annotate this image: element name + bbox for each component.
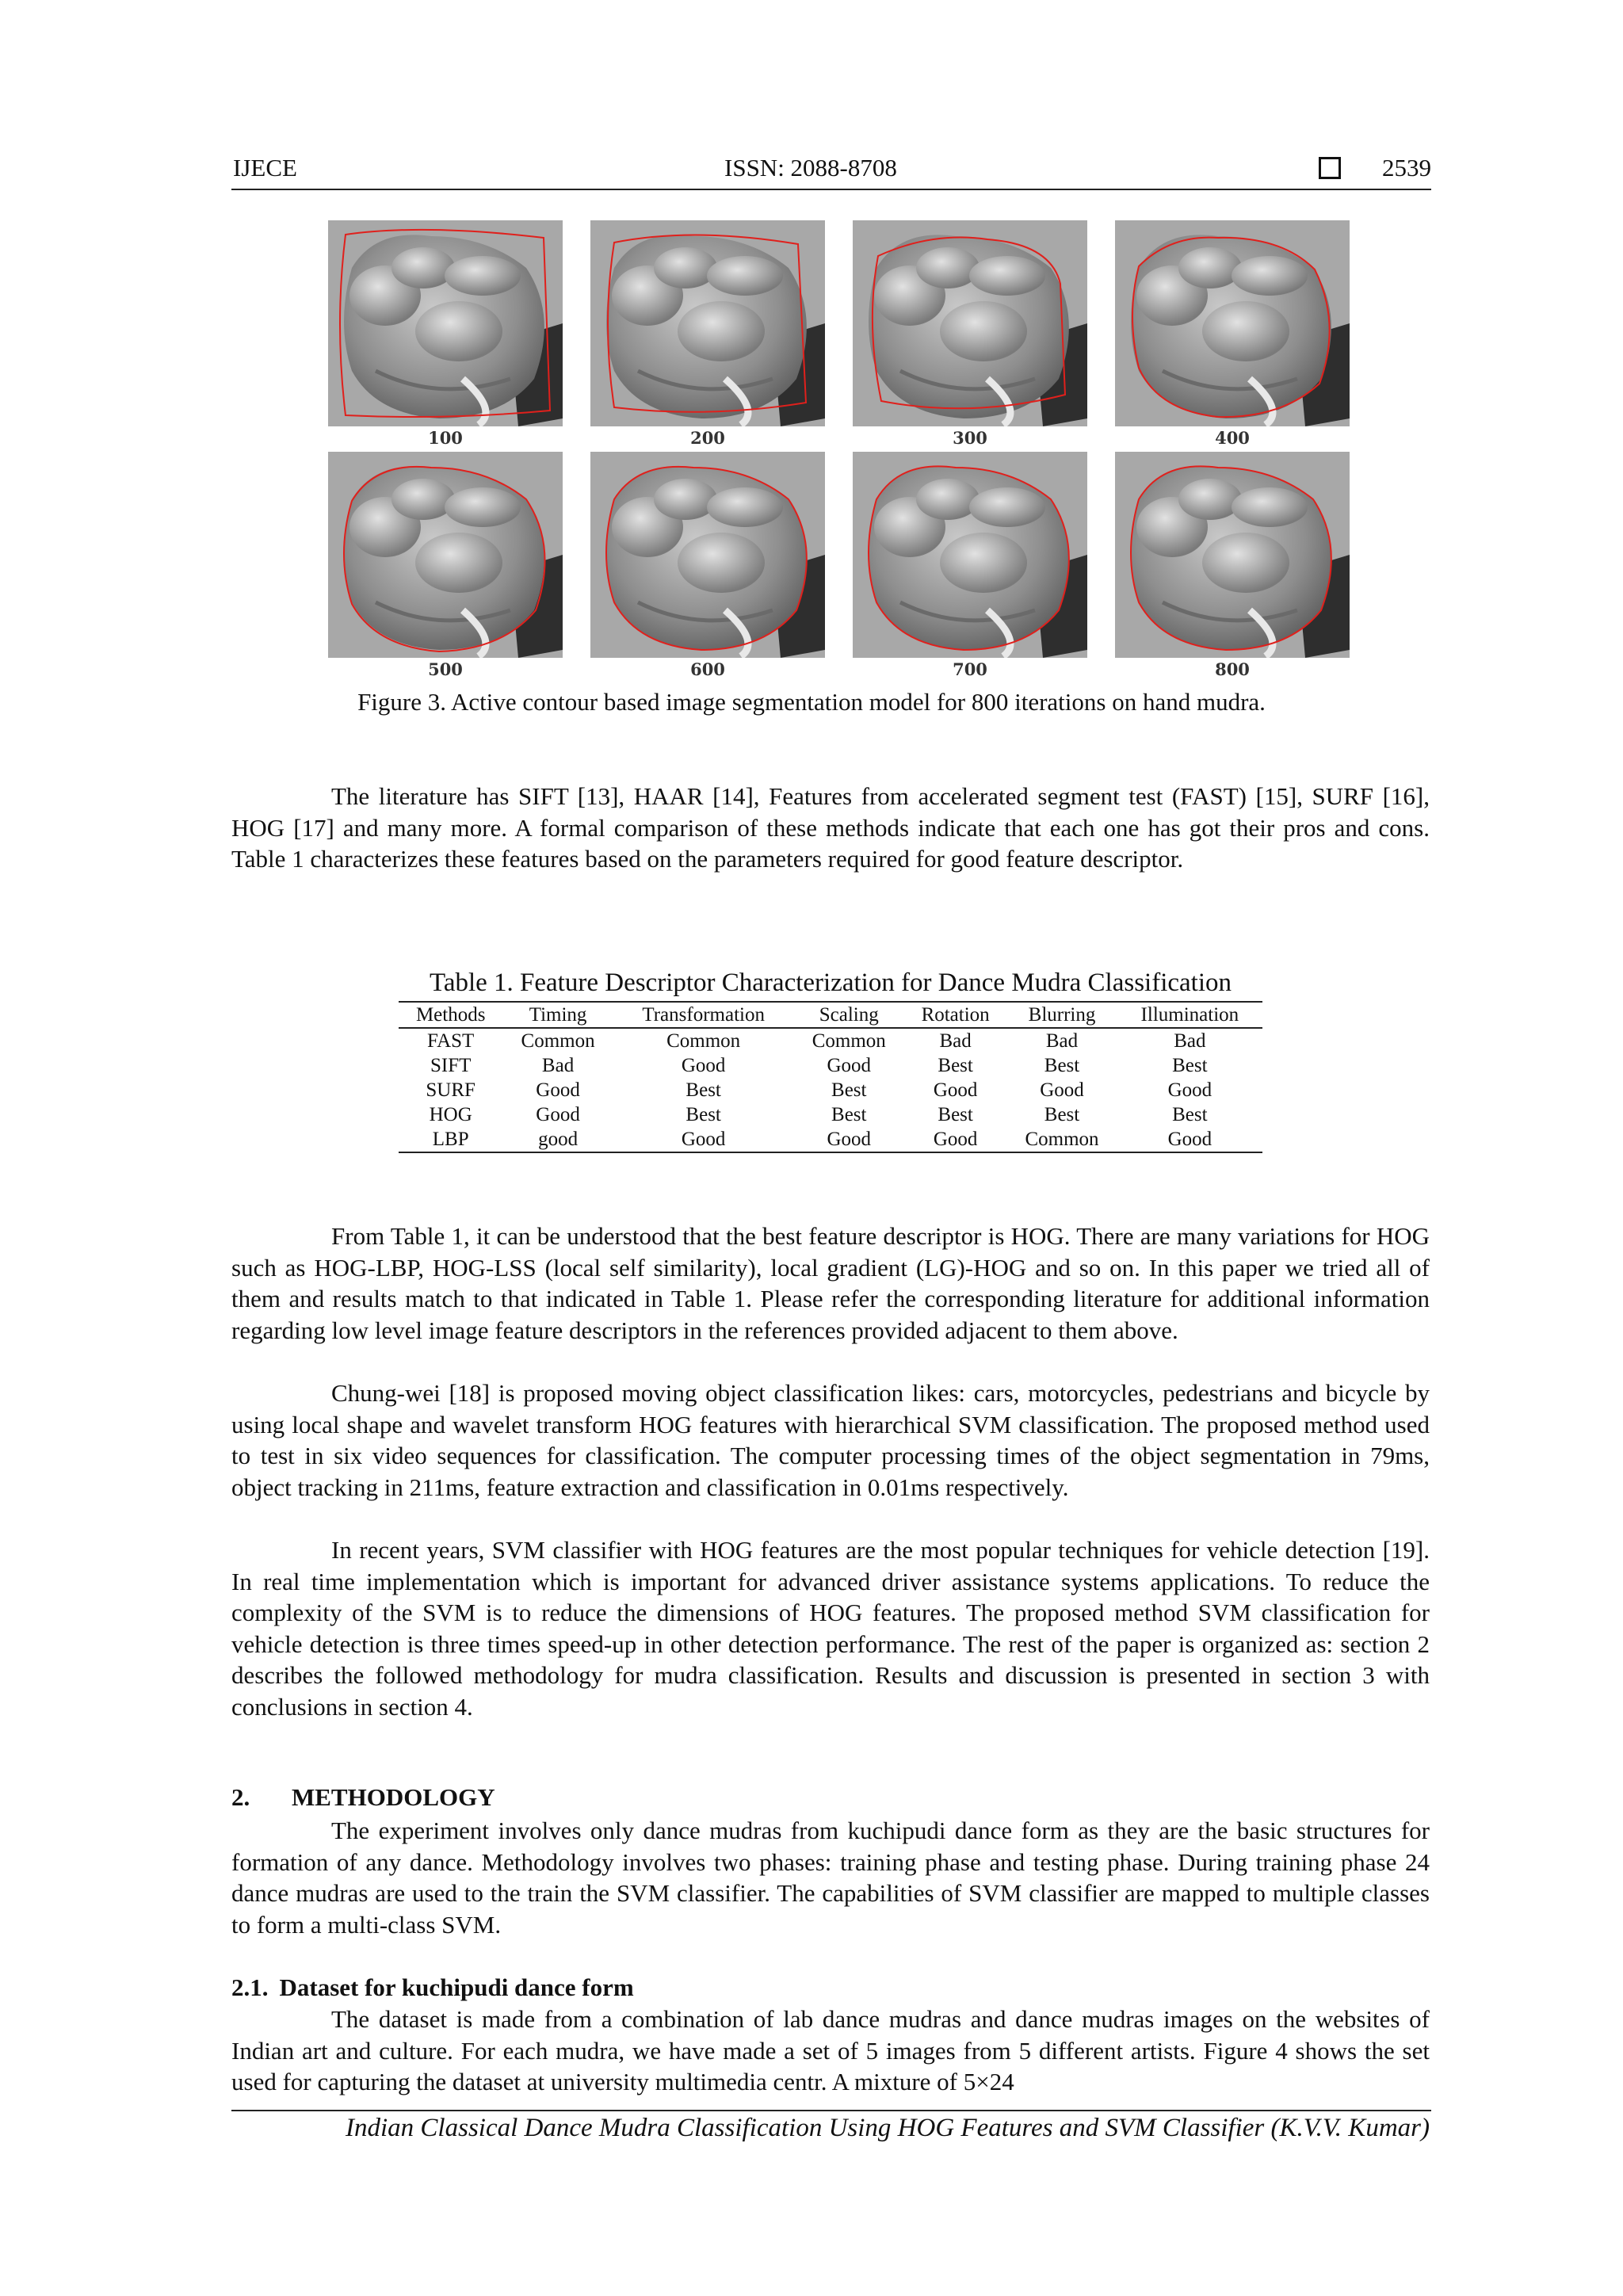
table-cell: Common	[812, 1030, 886, 1052]
segmentation-panel-500	[328, 452, 563, 658]
table-cell: Common	[1006, 1127, 1117, 1152]
iteration-label: 700	[953, 659, 987, 679]
subsection-heading	[231, 1973, 634, 2002]
iteration-label: 600	[690, 659, 725, 679]
paragraph: The literature has SIFT [13], HAAR [14], Features from accelerated segment test (FAST) [15], SURF [16], HOG [17] and many more. A formal comparison of these methods indicate that each one has got their pros and cons. Table 1 characterizes these features based on the parameters required for good feature descriptor.	[231, 782, 1430, 873]
table-cell: good	[502, 1127, 613, 1152]
segmentation-panel-800	[1115, 452, 1350, 658]
section-title: Dataset for kuchipudi dance form	[279, 1973, 634, 2001]
paragraph: The dataset is made from a combination of lab dance mudras and dance mudras images on the websites of Indian art and culture. For each mudra, we have made a set of 5 images from 5 different artists. Figure 4 shows the set used for capturing the dataset at university multimedia centr. A mixture of 5×24	[231, 2005, 1430, 2095]
segmentation-panel-400	[1115, 220, 1350, 426]
table-row	[399, 1028, 1262, 1053]
segmentation-panel-700	[853, 452, 1087, 658]
column-header: Methods	[399, 1002, 502, 1028]
iteration-label: 300	[953, 428, 987, 448]
issn: ISSN: 2088-8708	[724, 154, 897, 181]
table-cell: Bad	[939, 1030, 972, 1052]
iteration-label: 200	[690, 428, 725, 448]
table-cell: Best	[831, 1104, 867, 1125]
column-header: Transformation	[613, 1002, 794, 1028]
table-cell: Good	[904, 1127, 1006, 1152]
iteration-label: 800	[1215, 659, 1250, 679]
feature-table	[399, 1001, 1262, 1153]
column-header: Rotation	[904, 1002, 1006, 1028]
table-cell: Best	[1172, 1104, 1208, 1125]
table-cell: Best	[938, 1104, 973, 1125]
table-cell: Bad	[1174, 1030, 1206, 1052]
table-title: Table 1. Feature Descriptor Characterization for Dance Mudra Classification	[429, 968, 1232, 997]
section-number: 2.	[231, 1783, 250, 1811]
table-cell: Good	[794, 1127, 904, 1152]
paragraph: In recent years, SVM classifier with HOG features are the most popular techniques for vehicle detection [19]. In real time implementation which is important for advanced driver assistance systems applications. To reduce the complexity of the SVM is to reduce the dimensions of HOG features. The proposed method SVM classification for vehicle detection is three times speed-up in other detection performance. The rest of the paper is organized as: section 2 describes the followed methodology for mudra classification. Results and discussion is presented in section 3 with conclusions in section 4.	[231, 1536, 1430, 1721]
section-number: 2.1.	[231, 1973, 269, 2001]
figure-3	[328, 220, 1350, 678]
page-number: 2539	[1382, 154, 1431, 181]
table-cell: Best	[1044, 1104, 1080, 1125]
table-cell: Common	[666, 1030, 741, 1052]
paragraph: The experiment involves only dance mudras from kuchipudi dance form as they are the basic structures for formation of any dance. Methodology involves two phases: training phase and testing phase. During training phase 24 dance mudras are used to the train the SVM classifier. The capabilities of SVM classifier are mapped to multiple classes to form a multi-class SVM.	[231, 1817, 1430, 1939]
page-footer: Indian Classical Dance Mudra Classification Using HOG Features and SVM Classifier (K.V.V. Kumar)	[346, 2114, 1430, 2142]
segmentation-panel-600	[590, 452, 825, 658]
table-cell: FAST	[427, 1030, 475, 1052]
table-cell: Good	[681, 1055, 726, 1076]
table-cell: Good	[1040, 1079, 1084, 1101]
table-cell: SIFT	[430, 1055, 472, 1076]
table-cell: Best	[1044, 1055, 1080, 1076]
table-row	[399, 1102, 1262, 1127]
table-cell: Good	[613, 1127, 794, 1152]
table-header-row	[399, 1002, 1262, 1028]
column-header: Blurring	[1006, 1002, 1117, 1028]
table-1	[399, 968, 1262, 1153]
table-cell: Best	[685, 1079, 721, 1101]
table-cell: Good	[1117, 1127, 1262, 1152]
table-cell: Bad	[541, 1055, 575, 1076]
footer-rule	[231, 2110, 1431, 2111]
table-cell: Best	[685, 1104, 721, 1125]
table-cell: Good	[827, 1055, 872, 1076]
square-bullet-icon	[1319, 157, 1341, 179]
table-cell: HOG	[429, 1104, 472, 1125]
table-cell: Best	[1172, 1055, 1208, 1076]
table-cell: Good	[536, 1079, 580, 1101]
segmentation-panel-300	[853, 220, 1087, 426]
iteration-label: 500	[428, 659, 463, 679]
iteration-label: 400	[1215, 428, 1250, 448]
table-row	[399, 1053, 1262, 1078]
table-row	[399, 1127, 1262, 1152]
figure-caption: Figure 3. Active contour based image segmentation model for 800 iterations on hand mudra.	[357, 688, 1266, 716]
section-title: METHODOLOGY	[292, 1783, 495, 1811]
table-cell: LBP	[399, 1127, 502, 1152]
paragraph: Chung-wei [18] is proposed moving object classification likes: cars, motorcycles, pedestrians and bicycle by using local shape and wavelet transform HOG features with hierarchical SVM classification. The proposed method used to test in six video sequences for classification. The computer processing times of the object segmentation in 79ms, object tracking in 211ms, feature extraction and classification in 0.01ms respectively.	[231, 1379, 1430, 1501]
journal-name: IJECE	[233, 154, 297, 181]
paragraph: From Table 1, it can be understood that the best feature descriptor is HOG. There are many variations for HOG such as HOG-LBP, HOG-LSS (local self similarity), local gradient (LG)-HOG and so on. In this paper we tried all of them and results match to that indicated in Table 1. Please refer the corresponding literature for additional information regarding low level image feature descriptors in the references provided adjacent to them above.	[231, 1222, 1430, 1344]
table-cell: Good	[536, 1104, 580, 1125]
column-header: Timing	[502, 1002, 613, 1028]
page-header	[231, 154, 1431, 190]
segmentation-panel-200	[590, 220, 825, 426]
table-cell: Best	[831, 1079, 867, 1101]
column-header: Scaling	[794, 1002, 904, 1028]
table-cell: Good	[933, 1079, 978, 1101]
section-heading	[231, 1783, 495, 1812]
table-cell: SURF	[426, 1079, 475, 1101]
table-cell: Common	[521, 1030, 595, 1052]
table-cell: Good	[1167, 1079, 1212, 1101]
table-row	[399, 1078, 1262, 1102]
table-cell: Bad	[1045, 1030, 1079, 1052]
iteration-label: 100	[428, 428, 463, 448]
segmentation-panel-100	[328, 220, 563, 426]
table-cell: Best	[938, 1055, 973, 1076]
column-header: Illumination	[1117, 1002, 1262, 1028]
